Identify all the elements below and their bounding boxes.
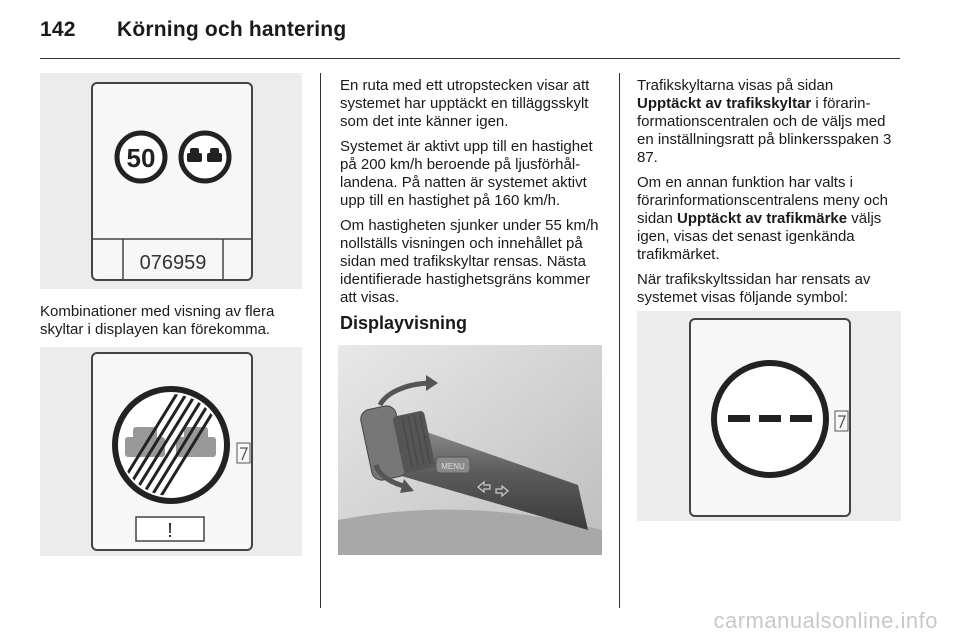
paragraph: Om en annan funktion har valts i förarinformationscentralens meny och sidan Upptäckt av trafikmärke väljs igen, visas det senast igenkända trafikmärket. bbox=[637, 174, 888, 263]
column-3 bbox=[637, 77, 901, 314]
figure-end-of-restrictions-display bbox=[40, 347, 302, 556]
menu-page-name: Upptäckt av trafikmärke bbox=[677, 210, 848, 227]
page-title: Körning och hantering bbox=[117, 18, 347, 41]
watermark: carmanualsonline.info bbox=[713, 608, 938, 633]
paragraph: Om hastigheten sjunker under 55 km/h nollställs visningen och innehållet på sidan med trafikskyltar rensas. Nästa identifierade hastighetsgräns kommer att visas. bbox=[340, 217, 599, 306]
figure-cleared-sign-symbol bbox=[637, 311, 901, 521]
display-illustration-2 bbox=[40, 347, 302, 556]
cleared-display-illustration bbox=[637, 311, 901, 521]
figure-caption: Kombinationer med visning av flera skyltar i displayen kan förekomma. bbox=[40, 303, 275, 338]
page-reference: 3 87. bbox=[637, 131, 892, 166]
unknown-sign-marker: ! bbox=[167, 520, 173, 542]
no-overtaking-sign-icon bbox=[181, 133, 229, 181]
display-illustration bbox=[40, 73, 302, 289]
column-divider-1 bbox=[320, 73, 321, 608]
cleared-sign-symbol-icon bbox=[714, 363, 826, 475]
lever-illustration bbox=[338, 345, 602, 555]
paragraph: Trafikskyltarna visas på sidan Upptäckt av trafikskyltar i förarinformationscentralen och de väljs med en inställningsratt på blinkersspaken 3 87. bbox=[637, 77, 892, 166]
figure-turn-signal-lever bbox=[338, 345, 602, 555]
column-2 bbox=[340, 77, 602, 339]
figure-speed-sign-display bbox=[40, 73, 302, 289]
paragraph: En ruta med ett utropstecken visar att systemet har upptäckt en tilläggsskylt som det inte känner igen. bbox=[340, 77, 590, 130]
menu-button-label: MENU bbox=[441, 462, 465, 471]
section-subheading: Displayvisning bbox=[340, 313, 468, 333]
paragraph: När trafikskyltssidan har rensats av systemet visas följande symbol: bbox=[637, 271, 871, 306]
page-number: 142 bbox=[40, 18, 76, 41]
header-rule bbox=[40, 58, 900, 59]
speed-limit-value: 50 bbox=[126, 143, 156, 173]
display-code: 076959 bbox=[139, 252, 207, 274]
column-divider-2 bbox=[619, 73, 620, 608]
page-header bbox=[40, 18, 346, 42]
paragraph: Systemet är aktivt upp till en hastighet på 200 km/h beroende på ljusförhållandena. På natten är systemet aktivt upp till en hastighet på 160 km/h. bbox=[340, 138, 593, 209]
menu-page-name: Upptäckt av trafikskyltar bbox=[637, 95, 812, 112]
